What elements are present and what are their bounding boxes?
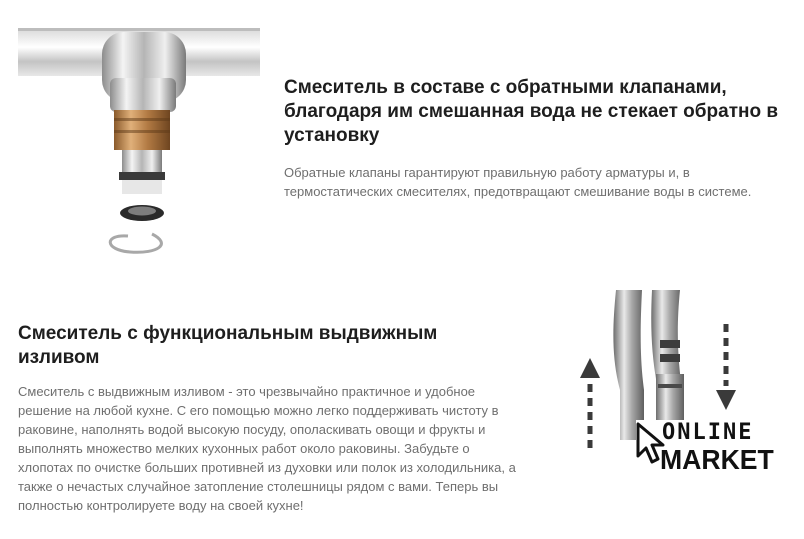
section1-description: Обратные клапаны гарантируют правильную работу арматуры и, в термостатических смесителях, предотвращают смешивание воды в системе. xyxy=(284,165,752,199)
logo-line1: ONLINE xyxy=(662,420,754,445)
pull-out-spout-image xyxy=(560,290,804,534)
section2-description: Смеситель с выдвижным изливом - это чрезвычайно практичное и удобное решение на любой кухне. С его помощью можно легко поддерживать чистоту в раковине, наполнять водой высокую посуду, ополаскивать овощи и фрукты и выполнять множество мелких кухонных работ около раковины. Забудьте о хлопотах по очистке больших противней из духовки или полок из холодильника, а также о нечастых случайное затопление столешницы рядом с вами. Теперь вы полностью контролируете воду на своей кухне! xyxy=(18,384,516,513)
check-valve-image xyxy=(18,18,260,280)
online-market-logo xyxy=(636,420,792,478)
section1-title: Смеситель в составе с обратными клапанами, благодаря им смешанная вода не стекает обратно в установку xyxy=(284,77,779,146)
logo-line2: MARKET xyxy=(660,444,774,475)
section2-title: Смеситель с функциональным выдвижным изливом xyxy=(18,323,438,368)
